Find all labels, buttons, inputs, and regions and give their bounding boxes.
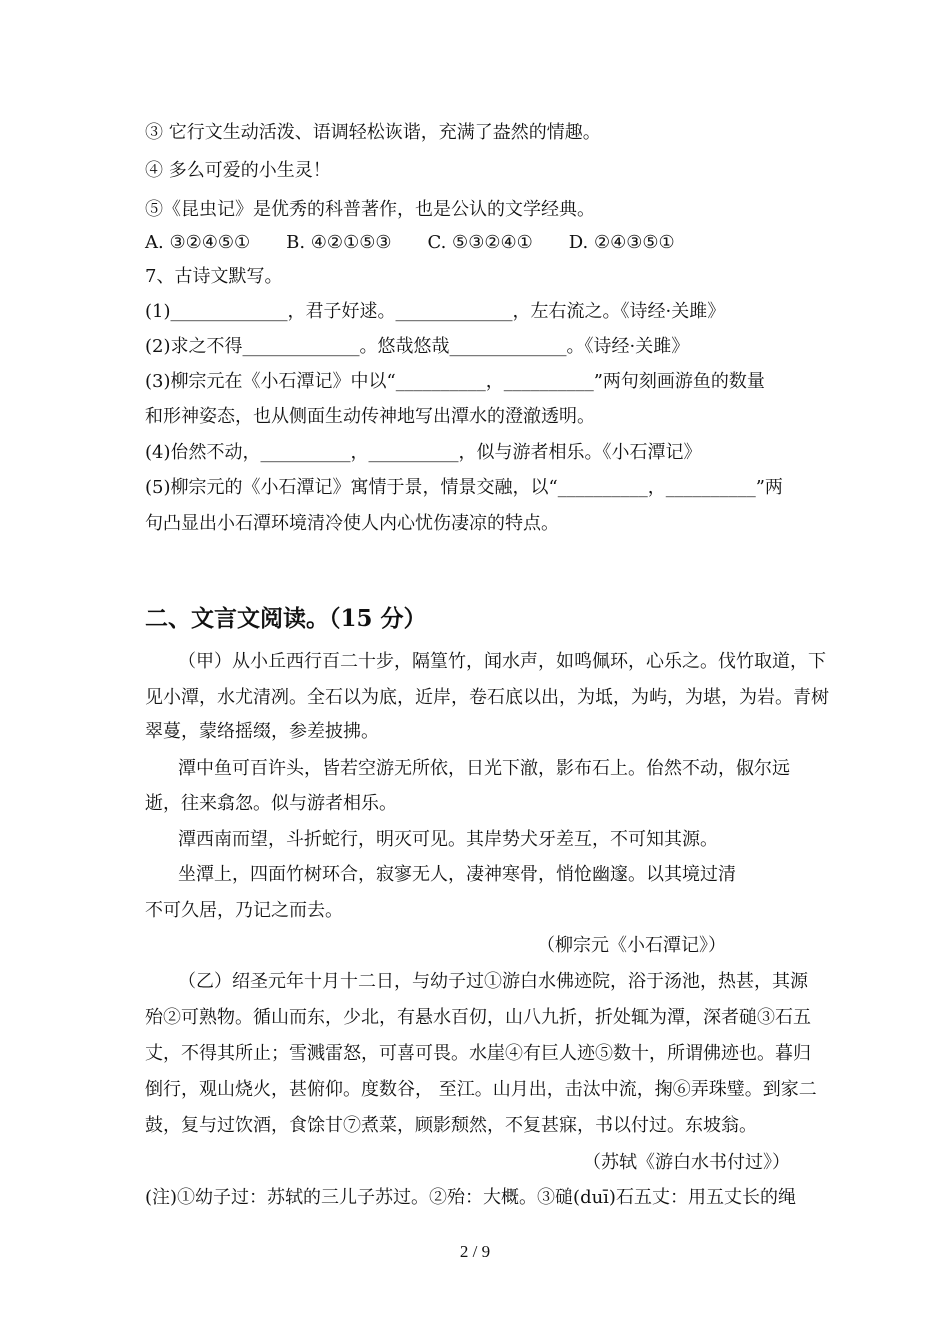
passage-a-line: 见小潭，水尤清冽。全石以为底，近岸，卷石底以出，为坻，为屿，为堪，为岩。青树 [145, 687, 829, 708]
passage-a-line: （甲）从小丘西行百二十步，隔篁竹，闻水声，如鸣佩环，心乐之。伐竹取道，下 [178, 651, 826, 672]
passage-a-line: 潭西南而望，斗折蛇行，明灭可见。其岸势犬牙差互，不可知其源。 [178, 829, 718, 850]
q7-item-3-cont: 和形神姿态，也从侧面生动传神地写出潭水的澄澈透明。 [145, 406, 595, 427]
passage-a-line: 翠蔓，蒙络摇缀，参差披拂。 [145, 721, 379, 742]
passage-a-source: （柳宗元《小石潭记》） [537, 935, 726, 956]
passage-b-line: 丈，不得其所止；雪溅雷怒，可喜可畏。水崖④有巨人迹⑤数十，所谓佛迹也。暮归 [145, 1043, 811, 1064]
passage-b-line: 鼓，复与过饮酒，食馀甘⑦煮菜，顾影颓然，不复甚寐，书以付过。东坡翁。 [145, 1115, 757, 1136]
answer-choices: A. ③②④⑤① B. ④②①⑤③ C. ⑤③②④① D. ②④③⑤① [145, 232, 675, 253]
q7-item-5-cont: 句凸显出小石潭环境清冷使人内心忧伤凄凉的特点。 [145, 513, 559, 534]
question-7-title: 7、古诗文默写。 [145, 266, 283, 287]
q7-item-4: (4)佁然不动，__________，__________，似与游者相乐。《小石潭记》 [145, 442, 702, 463]
q7-item-3: (3)柳宗元在《小石潭记》中以“__________，__________”两句刻画游鱼的数量 [145, 371, 765, 392]
annotation-line: (注)①幼子过：苏轼的三儿子苏过。②殆：大概。③磓(duī)石五丈：用五丈长的绳 [145, 1187, 796, 1208]
option-line-4: ④ 多么可爱的小生灵！ [145, 160, 331, 181]
q7-item-5: (5)柳宗元的《小石潭记》寓情于景，情景交融，以“__________，__________”两 [145, 477, 783, 498]
passage-b-line: （乙）绍圣元年十月十二日，与幼子过①游白水佛迹院，浴于汤池，热甚，其源 [178, 971, 808, 992]
passage-a-line: 坐潭上，四面竹树环合，寂寥无人，凄神寒骨，悄怆幽邃。以其境过清 [178, 864, 736, 885]
option-line-5: ⑤《昆虫记》是优秀的科普著作，也是公认的文学经典。 [145, 199, 595, 220]
q7-item-1: (1)_____________，君子好逑。_____________，左右流之。《诗经·关雎》 [145, 301, 726, 322]
option-line-3: ③ 它行文生动活泼、语调轻松诙谐，充满了盎然的情趣。 [145, 122, 601, 143]
passage-b-line: 殆②可熟物。循山而东，少北，有悬水百仞，山八九折，折处辄为潭，深者磓③石五 [145, 1007, 811, 1028]
passage-a-line: 潭中鱼可百许头，皆若空游无所依，日光下澈，影布石上。佁然不动，俶尔远 [178, 758, 790, 779]
q7-item-2: (2)求之不得_____________。悠哉悠哉_____________。《诗经·关雎》 [145, 336, 690, 357]
section-heading: 二、文言文阅读。（15 分） [145, 605, 427, 632]
page-number: 2 / 9 [459, 1242, 491, 1261]
passage-b-source: （苏轼《游白水书付过》） [583, 1152, 790, 1173]
passage-a-line: 逝，往来翕忽。似与游者相乐。 [145, 793, 397, 814]
passage-a-line: 不可久居，乃记之而去。 [145, 900, 343, 921]
passage-b-line: 倒行，观山烧火，甚俯仰。度数谷， 至江。山月出，击汰中流，掬⑥弄珠璧。到家二 [145, 1079, 817, 1100]
